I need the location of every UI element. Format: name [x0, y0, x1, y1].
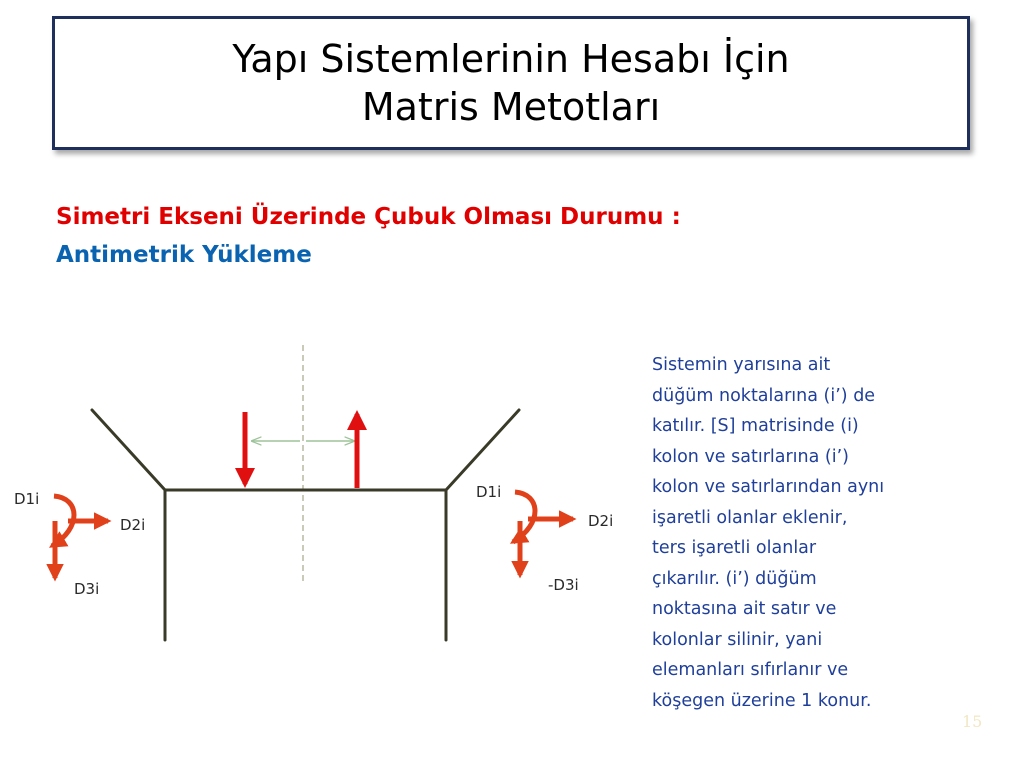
right-inclined-member	[446, 410, 519, 490]
left-d1-label: D1i	[14, 490, 40, 508]
description-line: katılır. [S] matrisinde (i)	[652, 416, 859, 436]
right-dof-arrows	[513, 492, 573, 575]
page-number: 15	[962, 712, 983, 731]
description-line: Sistemin yarısına ait	[652, 355, 831, 375]
description-line: işaretli olanlar eklenir,	[652, 507, 848, 528]
frame	[92, 410, 519, 640]
description-line: kolon ve satırlarına (i’)	[652, 446, 849, 467]
title-line-1: Yapı Sistemlerinin Hesabı İçin	[232, 37, 790, 81]
heading-line-2: Antimetrik Yükleme	[56, 242, 312, 268]
description-line: ters işaretli olanlar	[652, 538, 817, 558]
left-dof-arrows	[52, 496, 108, 578]
left-d2-label: D2i	[120, 516, 146, 534]
description-text	[652, 350, 982, 716]
left-inclined-member	[92, 410, 165, 490]
title-line-2: Matris Metotları	[361, 85, 661, 129]
description-line: çıkarılır. (i’) düğüm	[652, 568, 817, 589]
description-line: elemanları sıfırlanır ve	[652, 660, 849, 680]
right-d1-label: D1i	[476, 483, 502, 501]
description-line: kolon ve satırlarından aynı	[652, 477, 885, 497]
description-line: noktasına ait satır ve	[652, 599, 837, 619]
description-line: kolonlar silinir, yani	[652, 629, 823, 650]
description-line: köşegen üzerine 1 konur.	[652, 690, 872, 711]
description-line: düğüm noktalarına (i’) de	[652, 385, 876, 406]
heading-line-1: Simetri Ekseni Üzerinde Çubuk Olması Durumu :	[56, 204, 681, 230]
right-d2-label: D2i	[588, 512, 614, 530]
left-d3-label: D3i	[74, 580, 100, 598]
right-d3-label: -D3i	[548, 576, 579, 594]
